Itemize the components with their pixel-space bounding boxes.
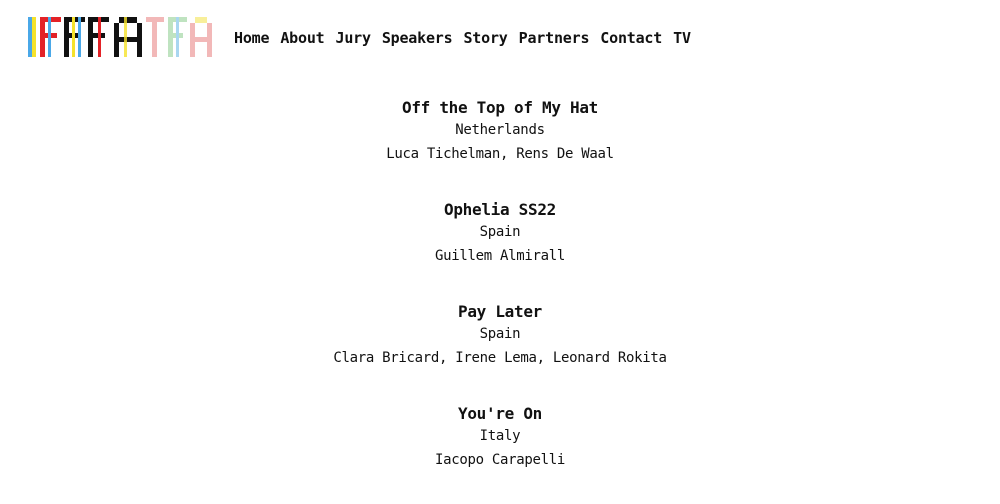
list-item <box>0 96 1000 198</box>
entry-authors: Iacopo Carapelli <box>434 452 566 468</box>
entry-country: Italy <box>479 428 521 444</box>
entry-title[interactable]: Ophelia SS22 <box>444 200 556 219</box>
entry-title[interactable]: Pay Later <box>458 302 542 321</box>
entry-title[interactable]: You're On <box>458 404 542 423</box>
nav-story[interactable]: Story <box>463 29 508 47</box>
list-item <box>0 300 1000 402</box>
nav-about[interactable]: About <box>280 29 325 47</box>
entry-country: Spain <box>479 224 521 240</box>
nav-tv[interactable]: TV <box>673 29 691 47</box>
entry-authors: Guillem Almirall <box>434 248 566 264</box>
list-item <box>0 198 1000 300</box>
entry-list <box>0 96 1000 504</box>
list-item <box>0 402 1000 504</box>
main-nav <box>234 28 702 48</box>
nav-speakers[interactable]: Speakers <box>381 29 453 47</box>
nav-home[interactable]: Home <box>234 29 270 47</box>
nav-jury[interactable]: Jury <box>335 29 371 47</box>
site-logo[interactable] <box>28 17 212 57</box>
entry-authors: Clara Bricard, Irene Lema, Leonard Rokita <box>333 350 667 366</box>
entry-title[interactable]: Off the Top of My Hat <box>402 98 598 117</box>
site-header <box>0 0 1000 80</box>
nav-partners[interactable]: Partners <box>518 29 590 47</box>
entry-country: Netherlands <box>455 122 545 138</box>
nav-contact[interactable]: Contact <box>600 29 663 47</box>
entry-authors: Luca Tichelman, Rens De Waal <box>386 146 614 162</box>
entry-country: Spain <box>479 326 521 342</box>
